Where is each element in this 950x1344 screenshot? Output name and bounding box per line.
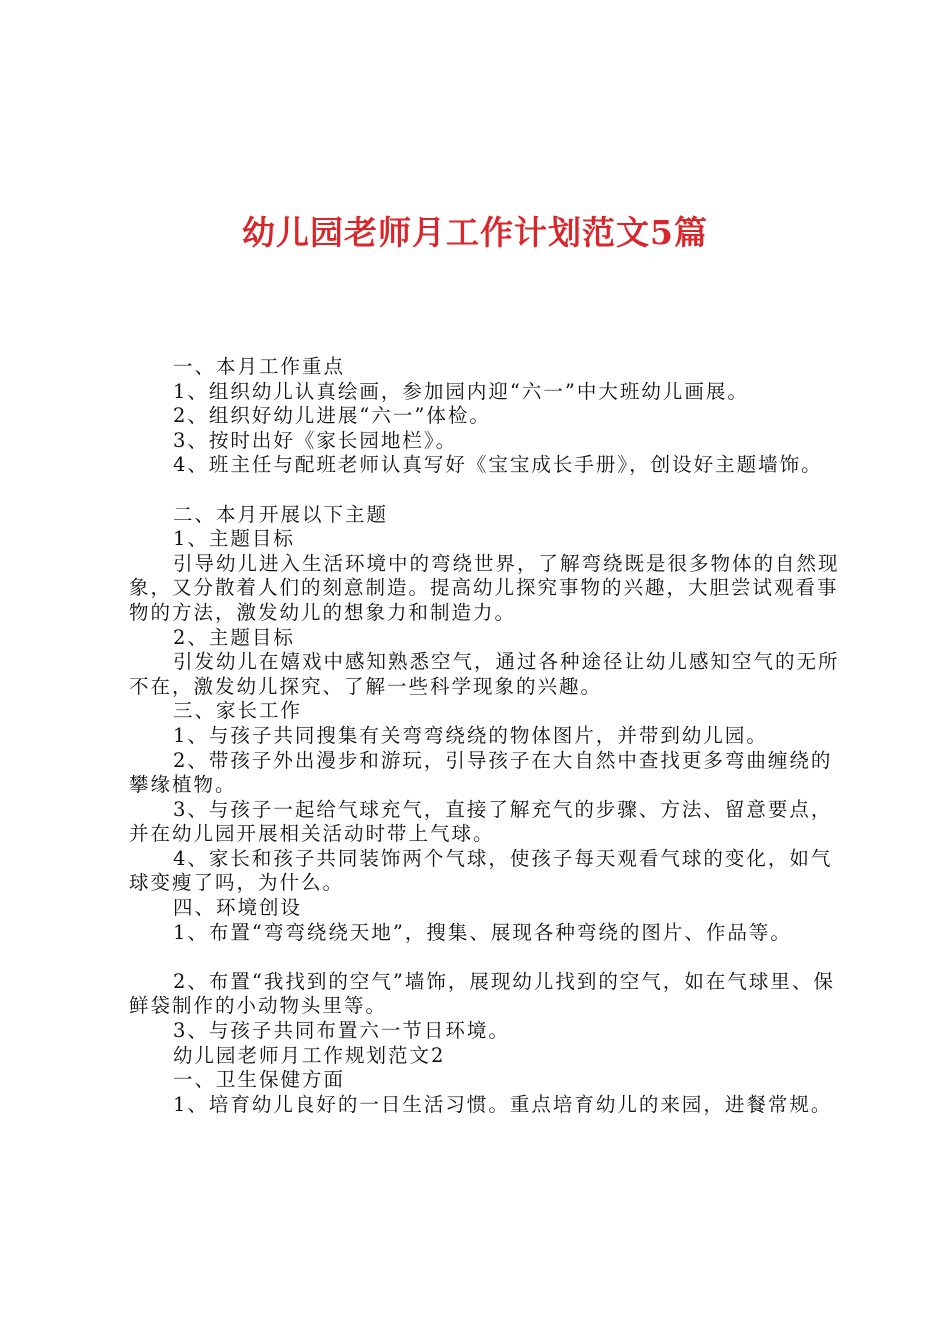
paragraph: 1、与孩子共同搜集有关弯弯绕绕的物体图片，并带到幼儿园。 — [173, 723, 768, 747]
paragraph: 引发幼儿在嬉戏中感知熟悉空气，通过各种途径让幼儿感知空气的无所不在，激发幼儿探究、了解一些科学现象的兴趣。 — [129, 650, 840, 698]
section-heading-4: 四、环境创设 — [173, 896, 303, 920]
paragraph: 4、班主任与配班老师认真写好《宝宝成长手册》，创设好主题墙饰。 — [173, 453, 823, 477]
section-heading-5: 一、卫生保健方面 — [173, 1068, 346, 1092]
paragraph: 1、培育幼儿良好的一日生活习惯。重点培育幼儿的来园，进餐常规。 — [173, 1092, 833, 1116]
paragraph: 4、家长和孩子共同装饰两个气球，使孩子每天观看气球的变化，如气球变瘦了吗，为什么。 — [129, 846, 833, 895]
paragraph: 3、按时出好《家长园地栏》。 — [173, 428, 458, 452]
section-heading-2: 二、本月开展以下主题 — [173, 502, 389, 526]
document-title: 幼儿园老师月工作计划范文5篇 — [242, 213, 708, 252]
paragraph: 1、布置“弯弯绕绕天地”，搜集、展现各种弯绕的图片、作品等。 — [173, 920, 792, 944]
paragraph: 2、组织好幼儿进展“六一”体检。 — [173, 404, 491, 428]
section-heading-1: 一、本月工作重点 — [173, 355, 346, 378]
document-body — [129, 355, 847, 1117]
paragraph: 3、与孩子共同布置六一节日环境。 — [173, 1019, 510, 1043]
section-heading-3: 三、家长工作 — [173, 699, 303, 723]
paragraph: 引导幼儿进入生活环境中的弯绕世界，了解弯绕既是很多物体的自然现象，又分散着人们的刻意制造。提高幼儿探究事物的兴趣，大胆尝试观看事物的方法，激发幼儿的想象力和制造力。 — [129, 551, 840, 624]
paragraph: 1、组织幼儿认真绘画，参加园内迎“六一”中大班幼儿画展。 — [173, 379, 749, 403]
paragraph: 3、与孩子一起给气球充气，直接了解充气的步骤、方法、留意要点，并在幼儿园开展相关活动时带上气球。 — [129, 797, 833, 846]
paragraph: 2、布置“我找到的空气”墙饰，展现幼儿找到的空气，如在气球里、保鲜袋制作的小动物头里等。 — [129, 969, 835, 1018]
paragraph: 2、带孩子外出漫步和游玩，引导孩子在大自然中查找更多弯曲缠绕的攀缘植物。 — [129, 748, 833, 797]
subtitle-article-2: 幼儿园老师月工作规划范文2 — [173, 1043, 446, 1067]
paragraph: 2、主题目标 — [173, 625, 295, 649]
paragraph: 1、主题目标 — [173, 527, 295, 551]
